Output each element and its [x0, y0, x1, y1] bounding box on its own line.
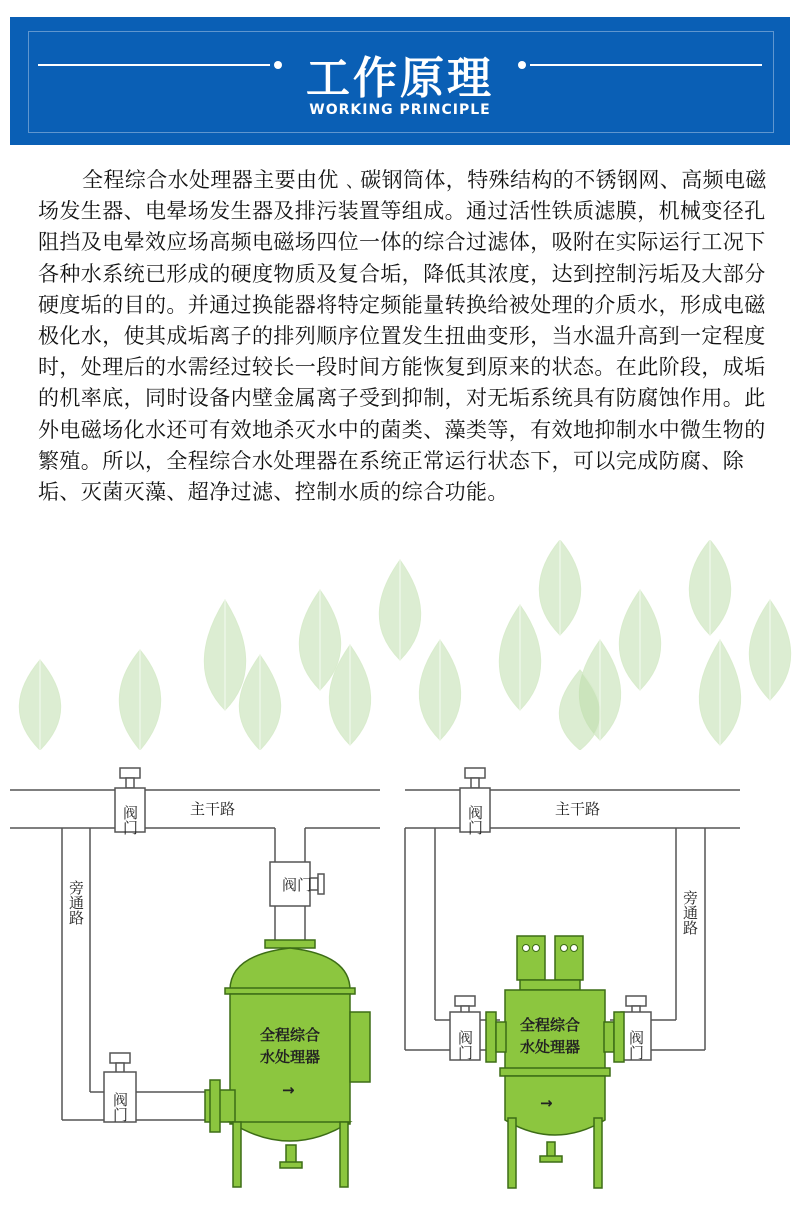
right-top-valve-label: 阀门 [466, 805, 484, 835]
right-equipment-label-line2: 水处理器 [520, 1038, 581, 1056]
right-left-valve-label: 阀门 [456, 1030, 474, 1060]
working-principle-diagram [0, 750, 800, 1209]
left-equipment-label-line2: 水处理器 [260, 1048, 321, 1066]
left-flow-arrow: → [282, 1081, 295, 1099]
left-outlet-valve-label: 阀门 [282, 876, 313, 894]
right-right-valve-label: 阀门 [627, 1030, 645, 1060]
description-paragraph: 全程综合水处理器主要由优﹑碳钢筒体，特殊结构的不锈钢网、高频电磁场发生器、电晕场发生器及排污装置等组成。通过活性铁质滤膜，机械变径孔阻挡及电晕效应场高频电磁场四位一体的综合过滤体，吸附在实际运行工况下各种水系统已形成的硬度物质及复合垢，降低其浓度，达到控制污垢及大部分硬度垢的目的。并通过换能器将特定频能量转换给被处理的介质水，形成电磁极化水，使其成垢离子的排列顺序位置发生扭曲变形，当水温升高到一定程度时，处理后的水需经过较长一段时间方能恢复到原来的状态。在此阶段，成垢的机率底，同时设备内壁金属离子受到抑制，对无垢系统具有防腐蚀作用。此外电磁场化水还可有效地杀灭水中的菌类、藻类等，有效地抑制水中微生物的繁殖。所以，全程综合水处理器在系统正常运行状态下，可以完成防腐、除垢、灭菌灭藻、超净过滤、控制水质的综合功能。 [38, 168, 767, 505]
left-top-valve-label: 阀门 [121, 805, 139, 835]
left-inlet-valve-label: 阀门 [111, 1092, 129, 1122]
page-subtitle: WORKING PRINCIPLE [309, 102, 491, 118]
right-water-treater-tank [486, 936, 624, 1188]
right-bypass-label: 旁通路 [681, 890, 699, 935]
right-equipment-label-line1: 全程综合 [520, 1016, 581, 1034]
left-equipment-label-line1: 全程综合 [260, 1026, 321, 1044]
right-flow-arrow: → [540, 1094, 553, 1112]
page-title: 工作原理 [306, 53, 494, 104]
left-bypass-label: 旁通路 [67, 880, 85, 925]
right-main-pipe-label: 主干路 [555, 800, 601, 818]
leaf-background-decoration [0, 540, 800, 750]
left-main-pipe-label: 主干路 [190, 800, 236, 818]
